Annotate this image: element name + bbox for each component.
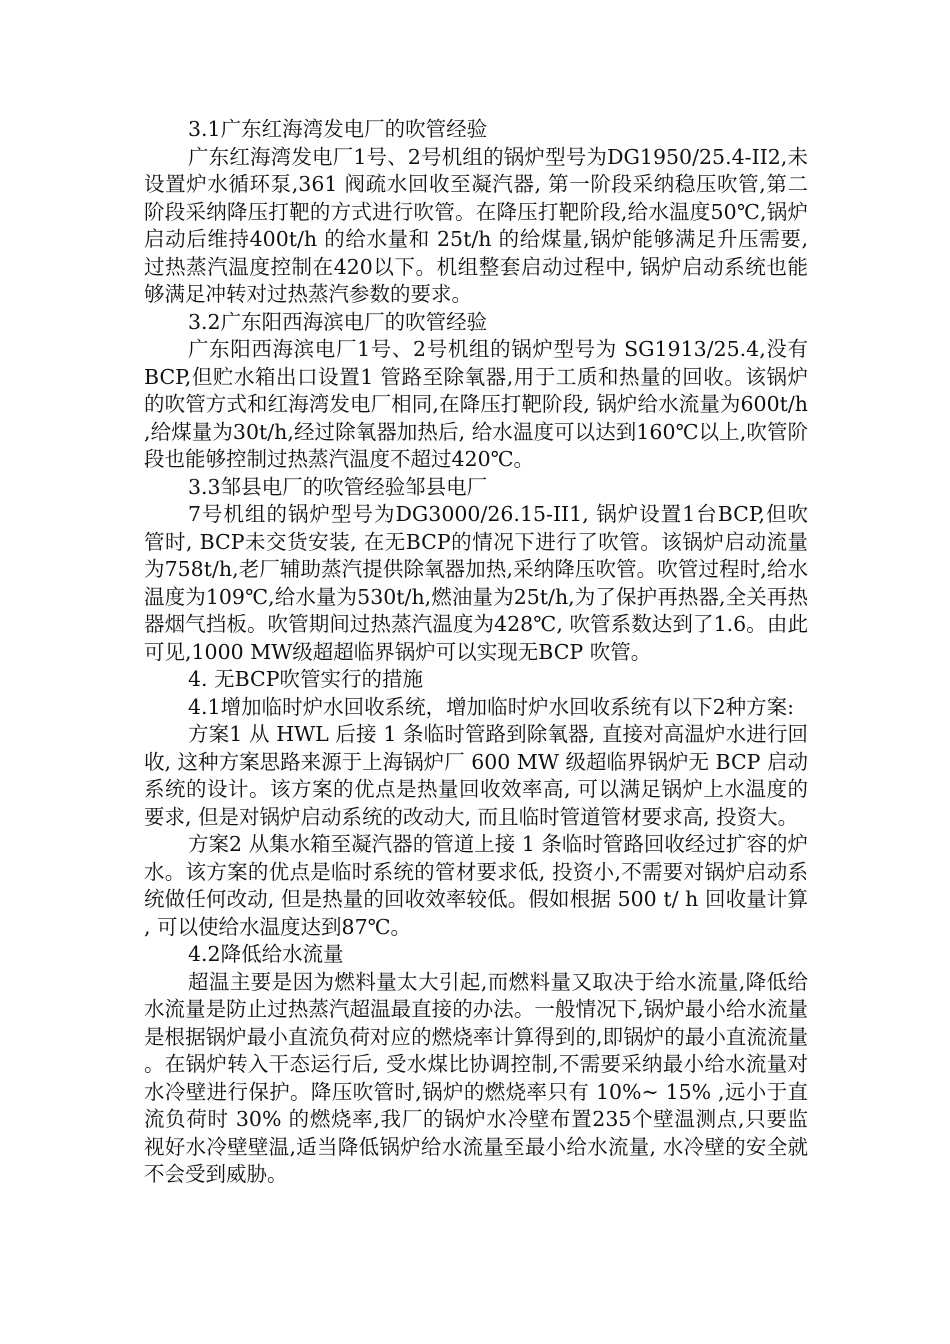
paragraph-plan-2: 方案2 从集水箱至凝汽器的管道上接 1 条临时管路回收经过扩容的炉水。该方案的优点是临时系统的管材要求低, 投资小,不需要对锅炉启动系统做任何改动, 但是热量的回收效率较低。假如根据 500 t/ h 回收量计算, 可以使给水温度达到87℃。 bbox=[144, 832, 808, 939]
document-body bbox=[144, 116, 808, 1189]
heading-3-1: 3.1广东红海湾发电厂的吹管经验 bbox=[188, 117, 488, 141]
heading-4-1: 4.1增加临时炉水回收系统，增加临时炉水回收系统有以下2种方案: bbox=[188, 694, 795, 719]
paragraph-plan-1: 方案1 从 HWL 后接 1 条临时管路到除氧器, 直接对高温炉水进行回收, 这种方案思路来源于上海锅炉厂 600 MW 级超临界锅炉无 BCP 启动系统的设计。该方案的优点是热量回收效率高, 可以满足锅炉上水温度的要求, 但是对锅炉启动系统的改动大, 而且临时管道管材要求高, 投资大。 bbox=[144, 722, 808, 829]
heading-4: 4. 无BCP吹管实行的措施 bbox=[188, 667, 423, 691]
paragraph-yangxi: 广东阳西海滨电厂1号、2号机组的锅炉型号为 SG1913/25.4,没有BCP,但贮水箱出口设置1 管路至除氧器,用于工质和热量的回收。该锅炉的吹管方式和红海湾发电厂相同,在降压打靶阶段, 锅炉给水流量为600t/h,给煤量为30t/h,经过除氧器加热后, 给水温度可以达到160℃以上,吹管阶段也能够控制过热蒸汽温度不超过420℃。 bbox=[144, 337, 808, 471]
heading-4-2: 4.2降低给水流量 bbox=[188, 942, 344, 966]
heading-3-3: 3.3邹县电厂的吹管经验邹县电厂 bbox=[188, 474, 488, 499]
heading-3-2: 3.2广东阳西海滨电厂的吹管经验 bbox=[188, 309, 488, 334]
paragraph-reduce-flow: 超温主要是因为燃料量太大引起,而燃料量又取决于给水流量,降低给水流量是防止过热蒸汽超温最直接的办法。一般情况下,锅炉最小给水流量是根据锅炉最小直流负荷对应的燃烧率计算得到的,即锅炉的最小直流流量。在锅炉转入干态运行后, 受水煤比协调控制,不需要采纳最小给水流量对水冷壁进行保护。降压吹管时,锅炉的燃烧率只有 10%~ 15% ,远小于直流负荷时 30% 的燃烧率,我厂的锅炉水冷壁布置235个壁温测点,只要监视好水冷壁壁温,适当降低锅炉给水流量至最小给水流量, 水冷壁的安全就不会受到威胁。 bbox=[144, 969, 808, 1186]
paragraph-honghaiwan: 广东红海湾发电厂1号、2号机组的锅炉型号为DG1950/25.4-II2,未设置炉水循环泵,361 阀疏水回收至凝汽器, 第一阶段采纳稳压吹管,第二阶段采纳降压打靶的方式进行吹管。在降压打靶阶段,给水温度50℃,锅炉启动后维持400t/h 的给水量和 25t/h 的给煤量,锅炉能够满足升压需要,过热蒸汽温度控制在420以下。机组整套启动过程中, 锅炉启动系统也能够满足冲转对过热蒸汽参数的要求。 bbox=[144, 144, 808, 306]
paragraph-zouxian: 7号机组的锅炉型号为DG3000/26.15-II1, 锅炉设置1台BCP,但吹管时, BCP未交货安装, 在无BCP的情况下进行了吹管。该锅炉启动流量为758t/h,老厂辅助蒸汽提供除氧器加热,采纳降压吹管。吹管过程时,给水温度为109℃,给水量为530t/h,燃油量为25t/h,为了保护再热器,全关再热器烟气挡板。吹管期间过热蒸汽温度为428℃, 吹管系数达到了1.6。由此可见,1000 MW级超超临界锅炉可以实现无BCP 吹管。 bbox=[144, 502, 808, 664]
